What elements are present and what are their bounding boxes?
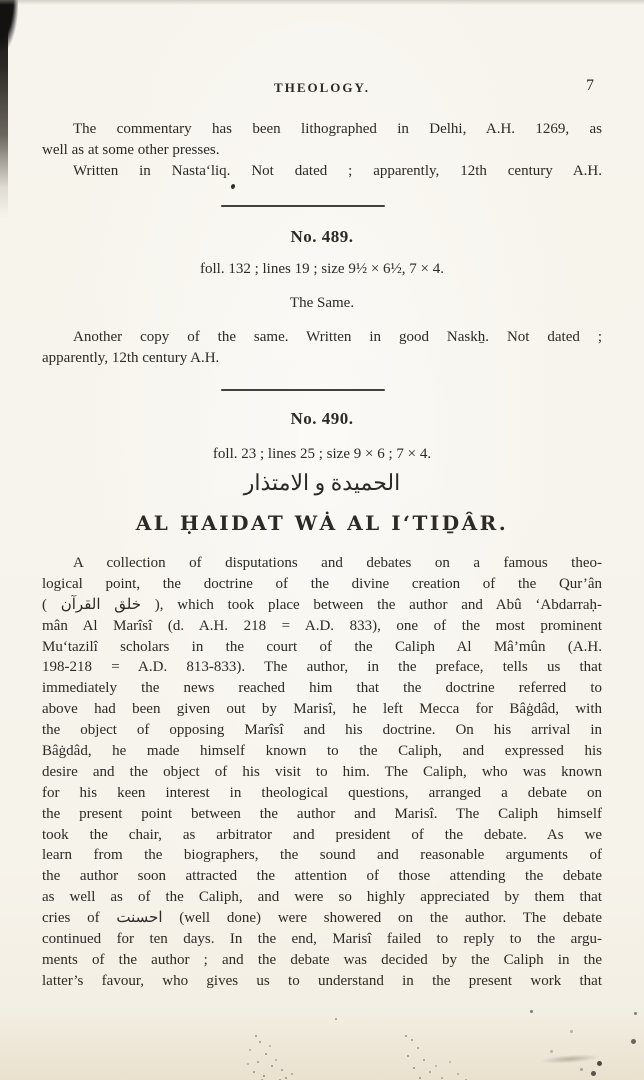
entry-490-arabic-title: الحميدة و الامتذار <box>243 470 401 495</box>
bottom-page-tint <box>0 1010 644 1080</box>
text-line: for his keen interest in theological questions, arranged a debate on <box>42 784 602 801</box>
text-line: well as at some other presses. <box>42 141 220 158</box>
text-line: desire and the object of his visit to him. The Caliph, who was known <box>42 763 602 780</box>
text-line: logical point, the doctrine of the divine creation of the Qur’ân <box>42 575 602 592</box>
page-header <box>42 79 602 97</box>
text-line: Muʻtazilî scholars in the court of the Caliph Al Mâ’mûn (A.H. <box>42 638 602 655</box>
text-line: The commentary has been lithographed in Delhi, A.H. 1269, as <box>73 121 602 137</box>
ink-spot <box>230 184 235 190</box>
text-line: mân Al Marîsî (d. A.H. 218 = A.D. 833), one of the most prominent <box>42 617 602 634</box>
text-line: apparently, 12th century A.H. <box>42 349 220 366</box>
text-line: as well as of the Caliph, and were so highly appreciated by them that <box>42 889 602 906</box>
text-line: continued for ten days. In the end, Marisî failed to reply to the argu- <box>42 931 602 948</box>
entry-490-description <box>42 553 602 992</box>
entry-489-collation: foll. 132 ; lines 19 ; size 9½ × 6½, 7 × 4. <box>200 261 444 277</box>
text-line: Written in Nastaʻliq. Not dated ; apparently, 12th century A.H. <box>73 162 602 179</box>
intro-paragraph <box>42 119 602 182</box>
entry-489-number: No. 489. <box>290 227 354 246</box>
running-head-section-title: THEOLOGY. <box>274 80 370 95</box>
bottom-speckle-cluster <box>530 1010 533 1013</box>
entry-490-number: No. 490. <box>290 409 354 428</box>
section-divider-rule <box>221 205 385 207</box>
bottom-speckle-cluster <box>405 1035 407 1037</box>
bottom-speckle-cluster <box>255 1035 257 1037</box>
text-line: ( خلق القرآن ), which took place between the author and Abû ʻAbdarraḥ- <box>42 596 602 613</box>
text-line: took the chair, as arbitrator and president of the debate. As we <box>42 826 602 843</box>
top-edge-shade <box>0 0 644 5</box>
text-line: latter’s favour, who gives us to understand in the present work that <box>42 972 602 989</box>
section-divider-rule <box>221 389 385 391</box>
text-line: the present point between the author and Marisî. The Caliph himself <box>42 805 602 822</box>
entry-489-title: The Same. <box>289 295 355 311</box>
text-line: 198-218 = A.D. 813-833). The author, in the preface, tells us that <box>42 659 602 676</box>
text-line: the object of opposing Marîsî and his doctrine. On his arrival in <box>42 722 602 739</box>
text-line: above had been given out by Marisî, he left Mecca for Bâġdâd, with <box>42 701 602 718</box>
text-line: Bâġdâd, he made himself known to the Caliph, and expressed his <box>42 743 602 760</box>
text-line: learn from the biographers, the sound and reasonable arguments of <box>42 847 602 864</box>
text-line: Another copy of the same. Written in good Naskẖ. Not dated ; <box>73 329 602 345</box>
entry-489-description <box>42 327 602 369</box>
bottom-speckle-cluster <box>335 1018 337 1020</box>
text-line: ments of the author ; and the debate was decided by the Caliph in the <box>42 951 602 968</box>
text-line: cries of احسنت (well done) were showered on the author. The debate <box>42 910 602 927</box>
entry-490-transliterated-title: AL ḤAIDAT WȦ AL IʻTIḎÂR. <box>135 511 509 535</box>
text-line: immediately the news reached him that the doctrine referred to <box>42 680 602 697</box>
entry-490-collation: foll. 23 ; lines 25 ; size 9 × 6 ; 7 × 4. <box>212 446 432 462</box>
page-number: 7 <box>586 77 594 94</box>
text-line: A collection of disputations and debates on a famous theo- <box>73 555 602 571</box>
top-left-corner-blot <box>0 0 18 52</box>
text-line: the author soon attracted the attention of those attending the debate <box>42 868 602 885</box>
